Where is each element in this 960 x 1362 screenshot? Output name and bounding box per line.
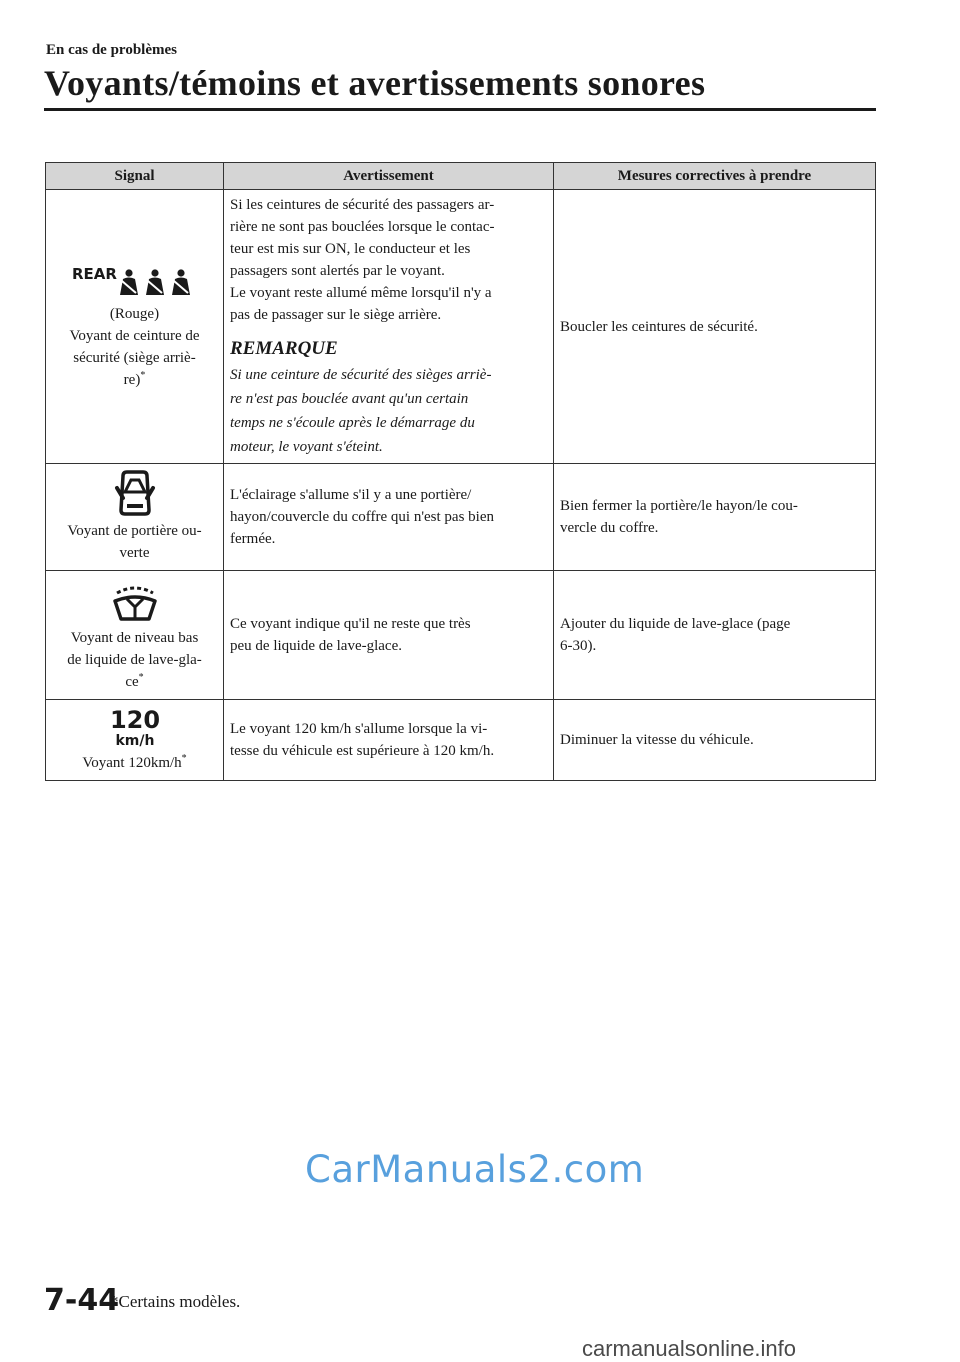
signal-cell <box>46 190 224 464</box>
signal-caption-text: Voyant 120km/h <box>82 755 182 771</box>
seatbelt-figure-2 <box>146 269 164 295</box>
signal-caption-line: (Rouge) <box>109 305 160 322</box>
action-line: Diminuer la vitesse du véhicule. <box>560 732 754 748</box>
column-header-action: Mesures correctives à prendre <box>554 163 876 190</box>
page-title: Voyants/témoins et avertissements sonores <box>44 63 706 103</box>
signal-caption-line: de liquide de lave-gla- <box>67 652 202 668</box>
warning-line: fermée. <box>230 531 276 547</box>
note-line: moteur, le voyant s'éteint. <box>230 439 383 455</box>
signal-caption-line <box>50 671 219 693</box>
table-row <box>46 571 876 700</box>
action-line: 6-30). <box>560 638 597 654</box>
indicator-table <box>45 162 876 781</box>
note-line: re n'est pas bouclée avant qu'un certain <box>230 391 469 407</box>
action-cell <box>554 190 876 464</box>
speed-icon-unit: km/h <box>115 733 154 748</box>
warning-line: pas de passager sur le siège arrière. <box>230 307 442 323</box>
column-header-signal: Signal <box>46 163 224 190</box>
signal-caption-line: Voyant de niveau bas <box>70 630 199 646</box>
signal-caption-line <box>50 752 219 774</box>
footnote-marker: * <box>140 369 146 381</box>
speed-120-icon <box>107 706 163 748</box>
warning-line: rière ne sont pas bouclées lorsque le contac- <box>230 219 495 235</box>
action-line: Bien fermer la portière/le hayon/le cou- <box>560 498 798 514</box>
signal-caption-line: verte <box>119 545 150 561</box>
title-rule <box>44 108 876 111</box>
signal-cell <box>46 464 224 571</box>
section-label: En cas de problèmes <box>46 42 177 58</box>
watermark: CarManuals2.com <box>305 1148 645 1191</box>
warning-cell <box>224 464 554 571</box>
warning-line: peu de liquide de lave-glace. <box>230 638 403 654</box>
signal-caption-text: ce <box>125 674 139 690</box>
note-line: temps ne s'écoule après le démarrage du <box>230 415 475 431</box>
signal-cell <box>46 571 224 700</box>
speed-icon-number: 120 <box>109 706 160 734</box>
warning-line: Si les ceintures de sécurité des passagers ar- <box>230 197 495 213</box>
warning-line: L'éclairage s'allume s'il y a une portière/ <box>230 487 472 503</box>
table-row <box>46 190 876 464</box>
warning-cell <box>224 700 554 781</box>
table-row <box>46 464 876 571</box>
warning-line: teur est mis sur ON, le conducteur et les <box>230 241 471 257</box>
door-ajar-icon <box>113 470 157 516</box>
footnote-marker: * <box>138 672 144 683</box>
action-line: Boucler les ceintures de sécurité. <box>560 318 758 335</box>
table-header-row <box>46 163 876 190</box>
rear-seatbelt-warning-icon <box>70 263 200 299</box>
note-line: Si une ceinture de sécurité des sièges arriè- <box>230 367 492 383</box>
seatbelt-figure-1 <box>120 269 138 295</box>
action-cell <box>554 571 876 700</box>
signal-caption-line: Voyant de ceinture de <box>69 327 200 344</box>
warning-line: tesse du véhicule est supérieure à 120 km/h. <box>230 743 495 759</box>
warning-cell <box>224 190 554 464</box>
seatbelt-figure-3 <box>172 269 190 295</box>
warning-line: hayon/couvercle du coffre qui n'est pas bien <box>230 509 495 525</box>
warning-line: passagers sont alertés par le voyant. <box>230 263 445 279</box>
column-header-warning: Avertissement <box>224 163 554 190</box>
footnote-marker: * <box>181 753 187 764</box>
warning-line: Le voyant reste allumé même lorsqu'il n'y a <box>230 285 492 301</box>
warning-line: Le voyant 120 km/h s'allume lorsque la vi- <box>230 721 488 737</box>
action-cell <box>554 700 876 781</box>
signal-caption-line <box>50 369 219 391</box>
source-watermark: carmanualsonline.info <box>582 1336 797 1361</box>
warning-line: Ce voyant indique qu'il ne reste que très <box>230 616 471 632</box>
page-number: 7-44 <box>44 1283 120 1318</box>
signal-cell <box>46 700 224 781</box>
note-title: REMARQUE <box>230 338 338 359</box>
rear-icon-label: REAR <box>71 264 117 283</box>
footnote: *Certains modèles. <box>110 1292 241 1311</box>
signal-caption-line: Voyant de portière ou- <box>67 523 202 539</box>
table-row <box>46 700 876 781</box>
warning-cell <box>224 571 554 700</box>
action-line: vercle du coffre. <box>560 520 659 536</box>
washer-fluid-icon <box>111 577 159 623</box>
signal-caption-text: re) <box>123 371 141 388</box>
signal-caption-line: sécurité (siège arriè- <box>73 349 196 366</box>
action-cell <box>554 464 876 571</box>
action-line: Ajouter du liquide de lave-glace (page <box>560 616 791 632</box>
